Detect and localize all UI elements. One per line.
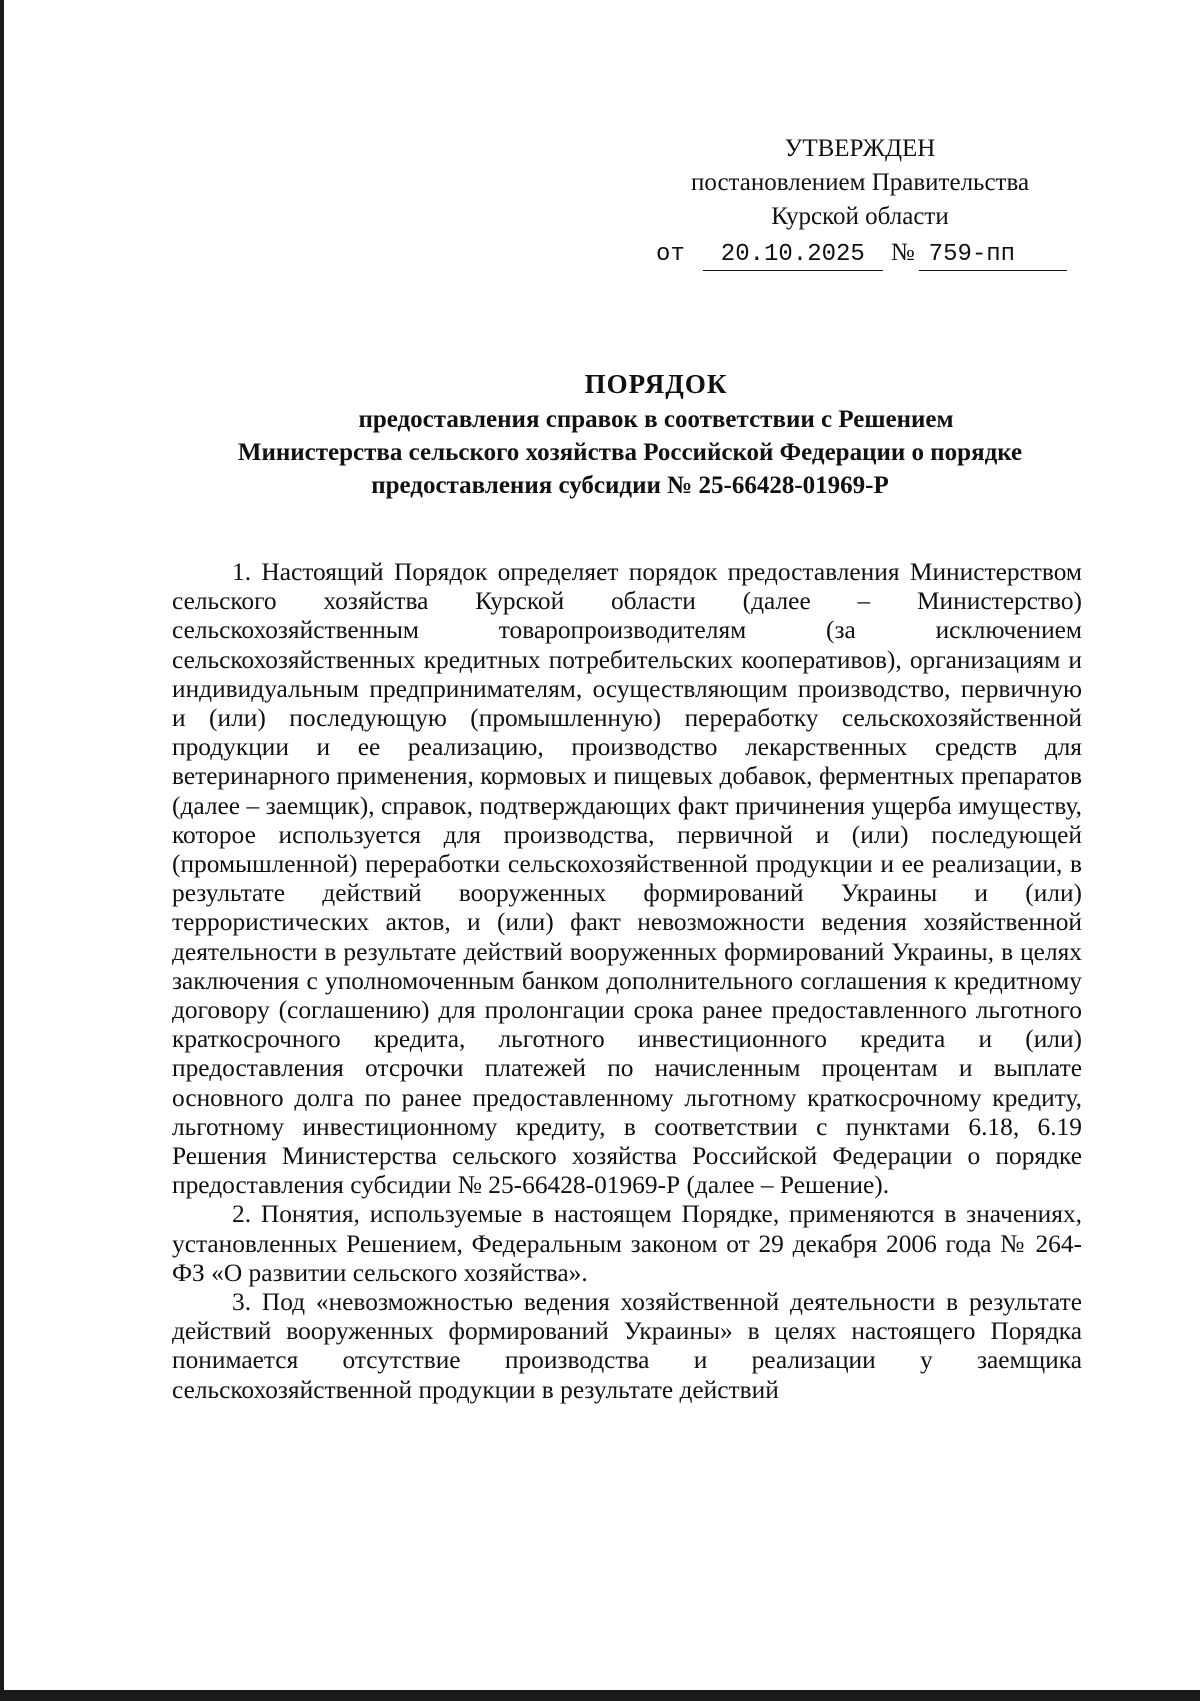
approval-reference — [656, 236, 1067, 272]
approval-region: Курской области — [771, 203, 949, 230]
title-subline-3: предоставления субсидии № 25-66428-01969-Р — [371, 472, 889, 499]
scan-left-edge — [0, 0, 4, 1701]
approval-stamp-block — [640, 132, 1080, 234]
title-subline-1: предоставления справок в соответствии с Решением — [358, 406, 954, 433]
paragraph-2: 2. Понятия, используемые в настоящем Порядке, применяются в значениях, установленных Решением, Федеральным законом от 29 декабря 2006 года № 264-ФЗ «О развитии сельского хозяйства». — [172, 1200, 1082, 1287]
approval-date: 20.10.2025 — [703, 240, 883, 271]
number-sign: № — [890, 239, 915, 266]
document-body — [172, 558, 1082, 1405]
paragraph-1: 1. Настоящий Порядок определяет порядок предоставления Министерством сельского хозяйства Курской области (далее – Министерство) сельскохозяйственным товаропроизводителям (за исключением сельскохозяйственных кредитных потребительских кооперативов), организациям и индивидуальным предпринимателям, осуществляющим производство, первичную и (или) последующую (промышленную) переработку сельскохозяйственной продукции и ее реализацию, производство лекарственных средств для ветеринарного применения, кормовых и пищевых добавок, ферментных препаратов (далее – заемщик), справок, подтверждающих факт причинения ущерба имуществу, которое используется для производства, первичной и (или) последующей (промышленной) переработки сельскохозяйственной продукции и ее реализации, в результате действий вооруженных формирований Украины и (или) террористических актов, и (или) факт невозможности ведения хозяйственной деятельности в результате действий вооруженных формирований Украины, в целях заключения с уполномоченным банком дополнительного соглашения к кредитному договору (соглашению) для пролонгации срока ранее предоставленного льготного краткосрочного кредита, льготного инвестиционного кредита и (или) предоставления отсрочки платежей по начисленным процентам и выплате основного долга по ранее предоставленному льготному краткосрочному кредиту, льготному инвестиционному кредиту, в соответствии с пунктами 6.18, 6.19 Решения Министерства сельского хозяйства Российской Федерации о порядке предоставления субсидии № 25-66428-01969-Р (далее – Решение). — [172, 558, 1082, 1200]
approval-heading: УТВЕРЖДЕН — [784, 135, 936, 162]
title-main: ПОРЯДОК — [584, 369, 728, 399]
from-label: от — [656, 241, 685, 268]
approval-authority: постановлением Правительства — [690, 169, 1030, 196]
scan-bottom-edge — [0, 1690, 1200, 1701]
paragraph-3: 3. Под «невозможностью ведения хозяйственной деятельности в результате действий вооруженных формирований Украины» в целях настоящего Порядка понимается отсутствие производства и реализации у заемщика сельскохозяйственной продукции в результате действий — [172, 1288, 1082, 1404]
document-title — [160, 365, 1100, 502]
title-subline-2: Министерства сельского хозяйства Российской Федерации о порядке — [237, 439, 1023, 466]
approval-number: 759-пп — [919, 240, 1067, 271]
